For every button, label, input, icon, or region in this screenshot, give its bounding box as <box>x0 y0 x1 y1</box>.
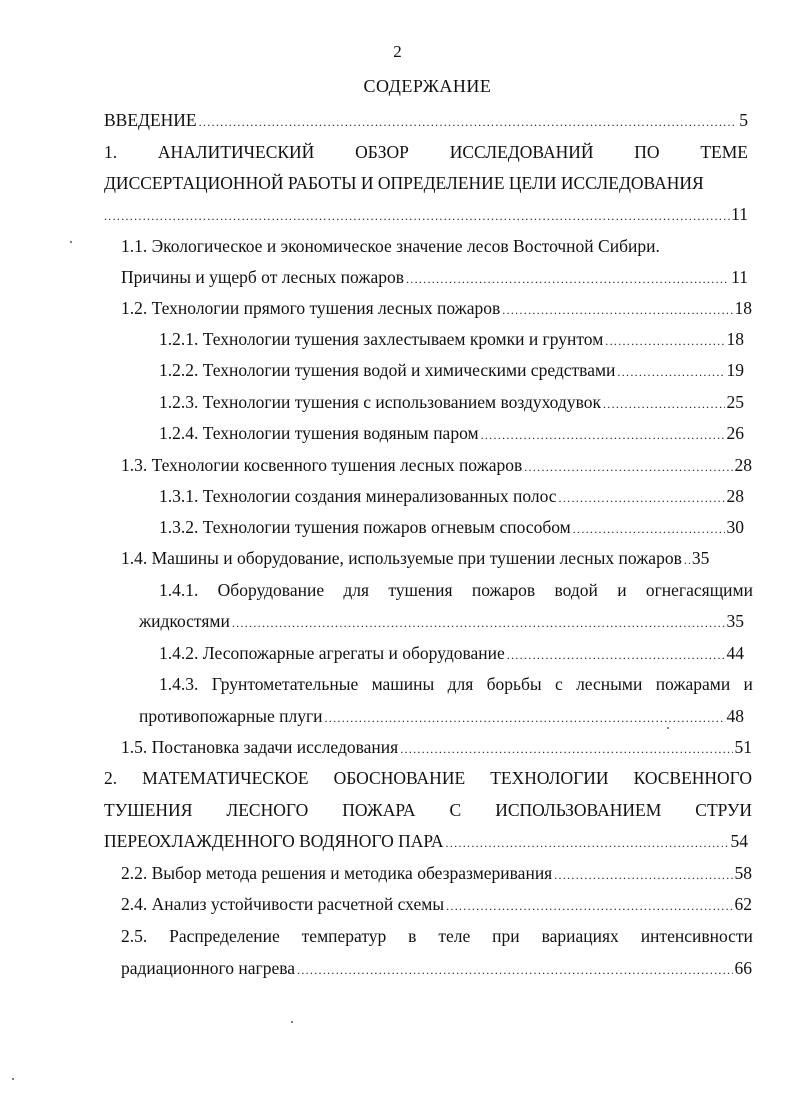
toc-entry-page: 18 <box>726 329 744 349</box>
toc-entry-label: 1.2.2. Технологии тушения водой и химическими средствами <box>159 360 616 380</box>
word: температур <box>301 926 387 946</box>
leader-dots <box>481 429 725 441</box>
word: и <box>617 580 627 600</box>
toc-entry-page: 30 <box>726 517 744 537</box>
toc-entry-1-2[interactable] <box>121 297 752 319</box>
scan-speck <box>291 1021 293 1023</box>
toc-entry-page: 19 <box>726 360 744 380</box>
word: ИСПОЛЬЗОВАНИЕМ <box>495 800 662 820</box>
word: С <box>449 800 462 820</box>
word: ПО <box>634 142 660 162</box>
toc-entry-label: 2.2. Выбор метода решения и методика обезразмеривания <box>121 863 553 883</box>
toc-entry-2-5-line1[interactable] <box>121 925 753 947</box>
toc-title: СОДЕРЖАНИЕ <box>363 76 492 96</box>
toc-entry-label: 1.2.1. Технологии тушения захлестываем кромки и грунтом <box>159 329 604 349</box>
leader-dots <box>603 398 725 410</box>
toc-entry-label: жидкостями <box>139 611 230 631</box>
toc-entry-page: 26 <box>726 423 744 443</box>
word: ОБОСНОВАНИЕ <box>333 768 466 788</box>
scan-speck <box>12 1078 14 1080</box>
toc-entry-1-3-1[interactable] <box>159 485 744 507</box>
word: 1.4.1. <box>159 580 199 600</box>
toc-entry-1-1-line1[interactable] <box>121 235 753 257</box>
leader-dots <box>104 205 731 227</box>
word: ТЕХНОЛОГИИ <box>490 768 609 788</box>
toc-entry-label: 1.1. Экологическое и экономическое значение лесов Восточной Сибири. <box>121 236 660 256</box>
toc-entry-2-4[interactable] <box>121 893 752 915</box>
toc-entry-1-4-1-line1[interactable] <box>159 579 753 601</box>
toc-entry-1-2-1[interactable] <box>159 328 744 350</box>
word: ПОЖАРА <box>342 800 416 820</box>
word: ТУШЕНИЯ <box>104 800 193 820</box>
word: водой <box>554 580 598 600</box>
toc-entry-page: 54 <box>730 831 748 851</box>
toc-entry-page: 25 <box>726 392 744 412</box>
toc-entry-page: 51 <box>734 737 752 757</box>
toc-entry-1-4-1[interactable] <box>139 610 744 632</box>
toc-entry-1-1[interactable] <box>121 266 748 288</box>
toc-entry-page: 11 <box>731 267 748 287</box>
toc-entry-label: 1.5. Постановка задачи исследования <box>121 737 399 757</box>
word: лесными <box>576 674 643 694</box>
toc-entry-2-5[interactable] <box>121 957 752 979</box>
leader-dots <box>507 649 725 661</box>
toc-entry-page: 48 <box>726 706 744 726</box>
toc-entry-1-4-3-line1[interactable] <box>159 673 753 695</box>
toc-entry-ch2[interactable] <box>104 830 748 852</box>
scan-speck <box>667 727 669 729</box>
toc-entry-ch1-line2[interactable] <box>104 172 752 194</box>
toc-entry-label: радиационного нагрева <box>121 958 296 978</box>
leader-dots <box>232 617 725 629</box>
word: теле <box>438 926 471 946</box>
word: интенсивности <box>640 926 753 946</box>
toc-entry-1-2-3[interactable] <box>159 391 744 413</box>
word: АНАЛИТИЧЕСКИЙ <box>157 142 315 162</box>
leader-dots <box>406 273 729 285</box>
toc-entry-page: 11 <box>731 204 748 224</box>
leader-dots <box>554 869 732 881</box>
toc-entry-page: 66 <box>734 958 752 978</box>
page-number: 2 <box>393 42 402 61</box>
leader-dots <box>325 712 725 724</box>
toc-entry-label: 1.2. Технологии прямого тушения лесных пожаров <box>121 298 501 318</box>
word: тушения <box>388 580 453 600</box>
word: Оборудование <box>217 580 325 600</box>
toc-entry-page: 28 <box>734 455 752 475</box>
word: в <box>408 926 417 946</box>
toc-entry-page: 28 <box>726 486 744 506</box>
word: огнегасящими <box>645 580 753 600</box>
toc-entry-1-5[interactable] <box>121 736 752 758</box>
toc-entry-ch1-line1[interactable] <box>104 141 748 163</box>
word: ЛЕСНОГО <box>226 800 309 820</box>
leader-dots <box>297 964 732 976</box>
toc-entry-label: ДИССЕРТАЦИОННОЙ РАБОТЫ И ОПРЕДЕЛЕНИЕ ЦЕЛИ ИССЛЕДОВАНИЯ <box>104 173 704 193</box>
toc-entry-label: 1.4.2. Лесопожарные агрегаты и оборудование <box>159 643 505 663</box>
leader-dots <box>559 492 725 504</box>
word: пожаров <box>471 580 536 600</box>
toc-entry-label: 2.4. Анализ устойчивости расчетной схемы <box>121 894 445 914</box>
word: 1.4.3. <box>159 674 199 694</box>
word: вариациях <box>541 926 619 946</box>
toc-entry-label: противопожарные плуги <box>139 706 323 726</box>
toc-entry-1-3[interactable] <box>121 454 752 476</box>
toc-entry-1-2-4[interactable] <box>159 422 744 444</box>
word: ОБЗОР <box>355 142 409 162</box>
word: для <box>343 580 370 600</box>
word: борьбы <box>486 674 542 694</box>
leader-dots <box>524 461 732 473</box>
toc-entry-label: 1.2.4. Технологии тушения водяным паром <box>159 423 479 443</box>
toc-entry-intro[interactable] <box>104 109 748 131</box>
word: СТРУИ <box>695 800 752 820</box>
toc-entry-label: 1.2.3. Технологии тушения с использованием воздуходувок <box>159 392 601 412</box>
toc-entry-1-4-3[interactable] <box>139 705 744 727</box>
toc-entry-1-4[interactable] <box>121 547 752 569</box>
word: 2. <box>104 768 118 788</box>
word: при <box>492 926 520 946</box>
toc-entry-1-3-2[interactable] <box>159 516 744 538</box>
word: пожарами <box>655 674 731 694</box>
leader-dots <box>400 743 732 755</box>
leader-dots <box>446 900 732 912</box>
leader-dots <box>617 366 724 378</box>
scan-speck <box>70 241 72 243</box>
leader-dots <box>199 116 738 128</box>
word: 2.5. <box>121 926 148 946</box>
toc-entry-2-2[interactable] <box>121 862 752 884</box>
toc-entry-1-4-2[interactable] <box>159 642 744 664</box>
toc-entry-page: 58 <box>734 863 752 883</box>
word: машины <box>371 674 435 694</box>
toc-entry-ch2-line2[interactable] <box>104 799 752 821</box>
word: КОСВЕННОГО <box>633 768 752 788</box>
toc-entry-page: 44 <box>726 643 744 663</box>
leader-dots <box>605 335 724 347</box>
toc-entry-page: 35 <box>726 611 744 631</box>
toc-entry-page: 35 <box>691 548 710 568</box>
word: Распределение <box>169 926 280 946</box>
word: 1. <box>104 142 118 162</box>
word: с <box>554 674 563 694</box>
toc-entry-page: 62 <box>734 894 752 914</box>
word: ТЕМЕ <box>700 142 748 162</box>
toc-entry-label: Причины и ущерб от лесных пожаров <box>121 267 404 287</box>
word: МАТЕМАТИЧЕСКОЕ <box>142 768 309 788</box>
word: для <box>447 674 474 694</box>
toc-entry-ch1-page-line[interactable] <box>104 203 748 227</box>
toc-entry-page: 5 <box>739 110 748 130</box>
toc-entry-label: 1.4. Машины и оборудование, используемые при тушении лесных пожаров <box>121 548 682 568</box>
leader-dots <box>573 523 725 535</box>
word: ИССЛЕДОВАНИЙ <box>449 142 594 162</box>
word: Грунтометательные <box>211 674 359 694</box>
toc-entry-page: 18 <box>734 298 752 318</box>
toc-entry-label: ВВЕДЕНИЕ <box>104 110 197 130</box>
toc-entry-label: 1.3.1. Технологии создания минерализованных полос <box>159 486 557 506</box>
toc-entry-label: ПЕРЕОХЛАЖДЕННОГО ВОДЯНОГО ПАРА <box>104 831 444 851</box>
leader-dots <box>684 554 690 566</box>
leader-dots <box>446 837 729 849</box>
leader-dots <box>502 304 732 316</box>
toc-entry-1-2-2[interactable] <box>159 359 744 381</box>
toc-entry-label: 1.3. Технологии косвенного тушения лесных пожаров <box>121 455 523 475</box>
toc-entry-ch2-line1[interactable] <box>104 767 752 789</box>
toc-entry-label: 1.3.2. Технологии тушения пожаров огневым способом <box>159 517 571 537</box>
word: и <box>743 674 753 694</box>
